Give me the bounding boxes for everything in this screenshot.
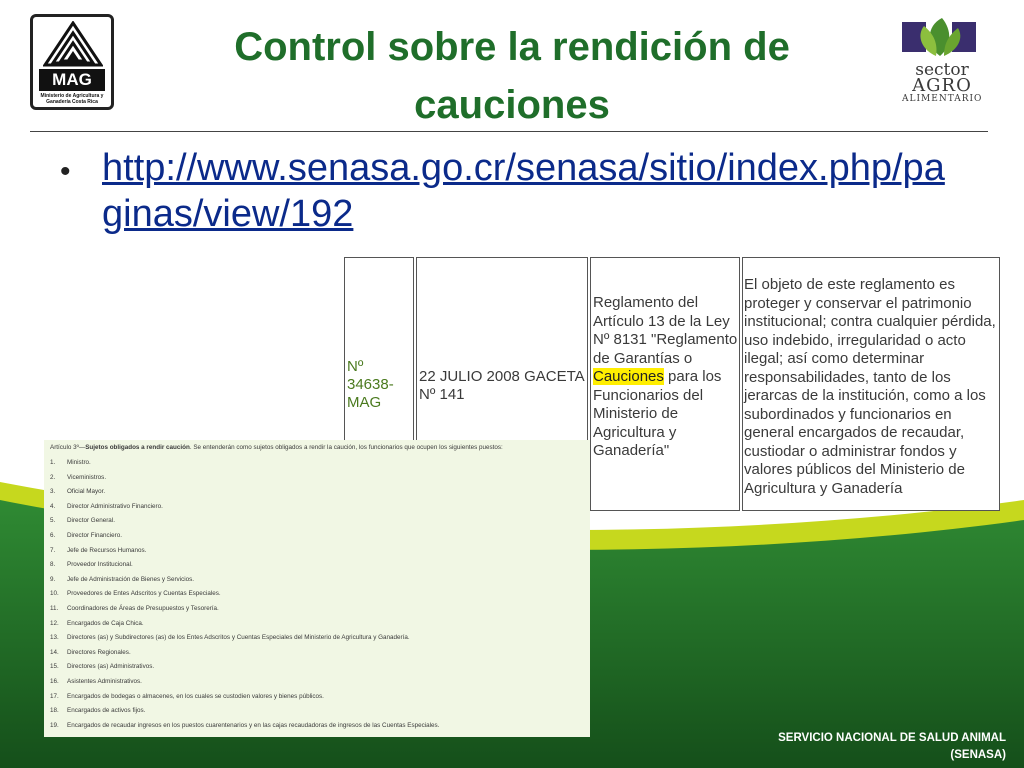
- highlighted-term: Cauciones: [593, 368, 664, 385]
- list-item-number: 2.: [50, 473, 56, 481]
- title-divider: [30, 131, 988, 132]
- footer-line-2: (SENASA): [950, 749, 1006, 761]
- agro-line-agro: AGRO: [912, 75, 972, 96]
- list-item-text: Directores Regionales.: [67, 648, 131, 656]
- list-item-text: Encargados de recaudar ingresos en los puestos cuarentenarios y en las cajas recaudadoras de ingresos de las Cuentas Especiales.: [67, 721, 440, 729]
- list-item-text: Jefe de Recursos Humanos.: [67, 546, 147, 554]
- objective-text: El objeto de este reglamento es proteger y conservar el patrimonio institucional; contra cualquier pérdida, uso indebido, irregularidad o acto ilegal; así como determinar responsabilidades, tanto de los jerarcas de la institución, como a los subordinados y funcionarios en general encargados de recaudar, custiodar o administrar fondos y valores públicos del Ministerio de Agricultura y Ganadería: [744, 276, 996, 497]
- list-item-number: 11.: [50, 604, 59, 612]
- list-item: [50, 631, 584, 646]
- list-item-text: Asistentes Administrativos.: [67, 677, 142, 685]
- leaf-icon: [896, 16, 982, 62]
- list-item-number: 10.: [50, 590, 59, 598]
- agro-line-sector: sector: [915, 60, 969, 80]
- list-item: [50, 558, 584, 573]
- list-item: [50, 514, 584, 529]
- list-item-text: Directores (as) Administrativos.: [67, 663, 155, 671]
- list-item: [50, 675, 584, 690]
- list-item: [50, 690, 584, 705]
- list-item-text: Ministro.: [67, 459, 91, 466]
- gazette-date: 22 JULIO 2008 GACETA Nº 141: [419, 368, 584, 403]
- article-text: . Se entenderán como sujetos obligados a rendir la caución, los funcionarios que ocupen los siguientes puestos:: [189, 444, 503, 451]
- list-item: [50, 500, 584, 515]
- footer-line-1: SERVICIO NACIONAL DE SALUD ANIMAL: [778, 732, 1006, 744]
- mag-logo-text: MAG: [39, 69, 105, 91]
- list-item-number: 12.: [50, 619, 59, 627]
- list-item-number: 14.: [50, 648, 59, 656]
- list-item-text: Director Administrativo Financiero.: [67, 502, 163, 510]
- list-item: [50, 660, 584, 675]
- list-item-text: Encargados de activos fijos.: [67, 707, 146, 715]
- list-item-number: 7.: [50, 546, 56, 554]
- list-item-number: 1.: [50, 459, 56, 466]
- list-item: [50, 704, 584, 719]
- list-item-number: 17.: [50, 692, 59, 700]
- list-item-text: Coordinadores de Áreas de Presupuestos y Tesorería.: [67, 604, 219, 612]
- list-item: [50, 719, 584, 734]
- list-item: [50, 587, 584, 602]
- mag-logo-subtitle: Ministerio de Agricultura y Ganadería Costa Rica: [40, 93, 104, 105]
- list-item-number: 13.: [50, 634, 59, 642]
- list-item-number: 19.: [50, 721, 59, 729]
- list-item-text: Viceministros.: [67, 473, 107, 481]
- list-item-number: 3.: [50, 488, 56, 496]
- article-heading: Sujetos obligados a rendir caución: [85, 444, 190, 451]
- list-item-text: Director Financiero.: [67, 531, 122, 539]
- article-prefix: Artículo 3º—: [50, 444, 86, 451]
- list-item-text: Oficial Mayor.: [67, 488, 106, 496]
- list-item-text: Proveedor Institucional.: [67, 561, 133, 569]
- mag-logo: [30, 14, 114, 110]
- list-item-text: Proveedores de Entes Adscritos y Cuentas Especiales.: [67, 590, 221, 598]
- list-item-number: 15.: [50, 663, 59, 671]
- table-cell-regulation: [590, 257, 740, 511]
- agro-line-alimentario: ALIMENTARIO: [902, 94, 983, 104]
- list-item: [50, 617, 584, 632]
- list-item: [50, 471, 584, 486]
- list-item-number: 6.: [50, 531, 56, 539]
- list-item-number: 5.: [50, 517, 56, 525]
- list-item-text: Encargados de Caja Chica.: [67, 619, 144, 627]
- regulation-text: [593, 294, 741, 461]
- list-item: [50, 544, 584, 559]
- list-item: [50, 602, 584, 617]
- list-item-text: Directores (as) y Subdirectores (as) de los Entes Adscritos y Cuentas Especiales del Ministerio de Agricultura y Ganadería.: [67, 634, 410, 642]
- footer-organization: [700, 730, 1006, 764]
- mountain-icon: [43, 21, 103, 67]
- list-item-text: Director General.: [67, 517, 115, 525]
- article-item-list: [50, 456, 584, 733]
- list-item-text: Jefe de Administración de Bienes y Servicios.: [67, 575, 195, 583]
- decree-number: Nº 34638-MAG: [347, 358, 394, 411]
- slide-title: Control sobre la rendición de cauciones: [234, 25, 790, 127]
- bullet-icon: •: [60, 155, 71, 188]
- regulation-text-before: Reglamento del Artículo 13 de la Ley Nº 8131 "Reglamento de Garantías o: [593, 294, 738, 367]
- article-excerpt: [44, 440, 590, 737]
- sector-agro-logo: [896, 16, 982, 112]
- list-item: [50, 485, 584, 500]
- sector-agro-text: [902, 62, 982, 105]
- regulation-text-after: para los Funcionarios del Ministerio de Agricultura y Ganadería": [593, 368, 722, 459]
- list-item: [50, 456, 584, 471]
- list-item-text: Encargados de bodegas o almacenes, en los cuales se custodien valores y bienes públicos.: [67, 692, 324, 700]
- list-item: [50, 646, 584, 661]
- list-item-number: 16.: [50, 677, 59, 685]
- table-cell-objective: [742, 257, 1000, 511]
- list-item: [50, 573, 584, 588]
- article-intro: [50, 443, 584, 453]
- list-item-number: 4.: [50, 502, 56, 510]
- list-item-number: 18.: [50, 707, 59, 715]
- list-item-number: 8.: [50, 561, 56, 569]
- senasa-link[interactable]: http://www.senasa.go.cr/senasa/sitio/index.php/paginas/view/192: [102, 147, 945, 235]
- list-item: [50, 529, 584, 544]
- list-item-number: 9.: [50, 575, 56, 583]
